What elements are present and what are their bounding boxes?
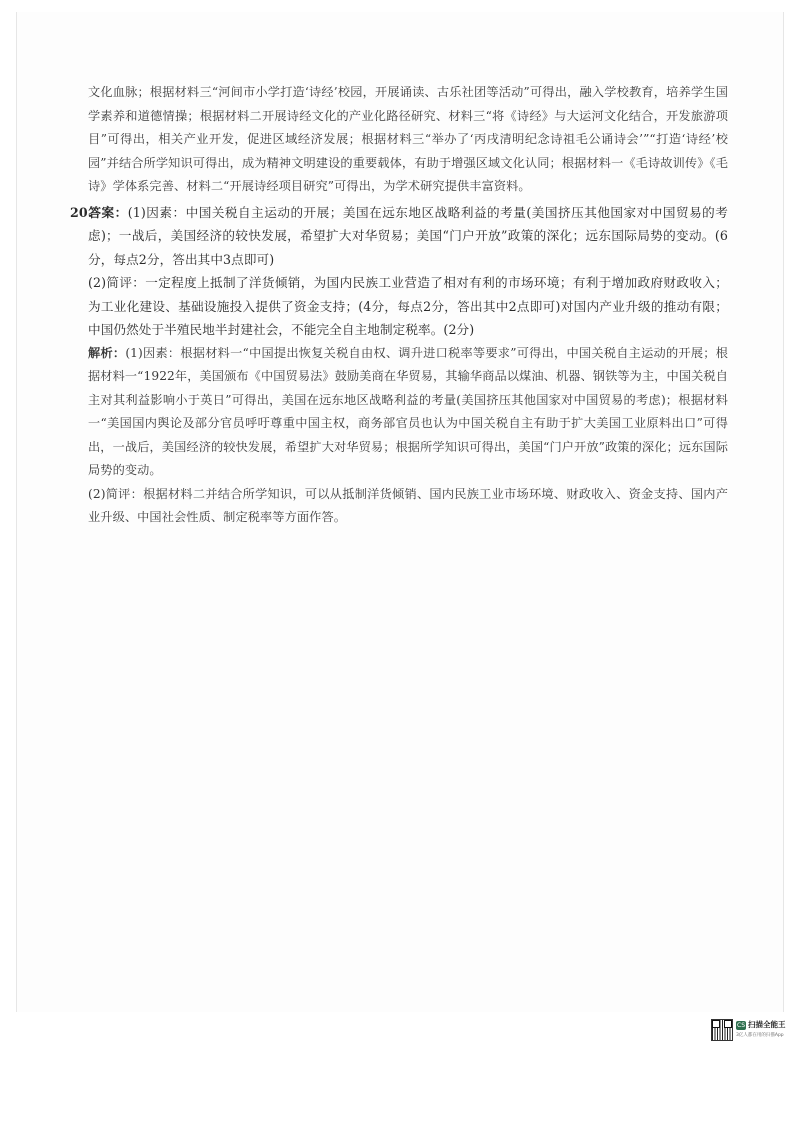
document-body bbox=[70, 81, 728, 530]
analysis-label: 解析： bbox=[88, 345, 126, 360]
watermark-subtext: 3亿人都在用的扫描App bbox=[736, 1033, 784, 1038]
page-left-edge bbox=[16, 12, 17, 1012]
camscanner-logo-icon: CS bbox=[737, 1022, 745, 1029]
q20-analysis-p2: (2)简评：根据材料二并结合所学知识，可以从抵制洋货倾销、国内民族工业市场环境、财政收入、资金支持、国内产业升级、中国社会性质、制定税率等方面作答。 bbox=[88, 486, 728, 524]
q20-answer-p1 bbox=[70, 201, 728, 272]
intro-analysis-text: 文化血脉；根据材料三“河间市小学打造‘诗经’校园，开展诵读、古乐社团等活动”可得出，融入学校教育，培养学生国学素养和道德情操；根据材料二开展诗经文化的产业化路径研究、材料三“将《诗经》与大运河文化结合，开发旅游项目”可得出，相关产业开发，促进区域经济发展；根据材料三“举办了‘丙戌清明纪念诗祖毛公诵诗会’”“打造‘诗经’校园”并结合所学知识可得出，成为精神文明建设的重要载体，有助于增强区域文化认同；根据材料一《毛诗故训传》《毛诗》学体系完善、材料二“开展诗经项目研究”可得出，为学术研究提供丰富资料。 bbox=[88, 85, 728, 193]
answer-part1: (1)因素：中国关税自主运动的开展；美国在远东地区战略利益的考量(美国挤压其他国家对中国贸易的考虑)；一战后，美国经济的较快发展，希望扩大对华贸易；美国“门户开放”政策的深化；远东国际局势的变动。(6分，每点2分，答出其中3点即可) bbox=[88, 204, 728, 267]
q20-analysis-p1 bbox=[88, 342, 728, 483]
question-number: 20. bbox=[70, 204, 93, 220]
analysis-part1: (1)因素：根据材料一“中国提出恢复关税自由权、调升进口税率等要求”可得出，中国关税自主运动的开展；根据材料一“1922年，美国颁布《中国贸易法》鼓励美商在华贸易，其输华商品以煤油、机器、钢铁等为主，中国关税自主对其利益影响小于英日”可得出，美国在远东地区战略利益的考量(美国挤压其他国家对中国贸易的考虑)；根据材料一“美国国内舆论及部分官员呼吁尊重中国主权，商务部官员也认为中国关税自主有助于扩大美国工业原料出口”可得出，一战后，美国经济的较快发展，希望扩大对华贸易；根据所学知识可得出，美国“门户开放”政策的深化；远东国际局势的变动。 bbox=[88, 345, 728, 477]
q20-answer-p2: (2)简评：一定程度上抵制了洋货倾销，为国内民族工业营造了相对有利的市场环境；有利于增加政府财政收入；为工业化建设、基础设施投入提供了资金支持；(4分，每点2分，答出其中2点即可)对国内产业升级的推动有限；中国仍然处于半殖民地半封建社会，不能完全自主地制定税率。(2分) bbox=[88, 275, 728, 337]
scanner-watermark bbox=[712, 1018, 792, 1042]
answer-label: 答案： bbox=[88, 204, 128, 220]
qr-code-icon bbox=[712, 1020, 732, 1040]
page-right-edge bbox=[783, 12, 784, 1012]
watermark-brand: 扫描全能王 bbox=[748, 1020, 786, 1029]
